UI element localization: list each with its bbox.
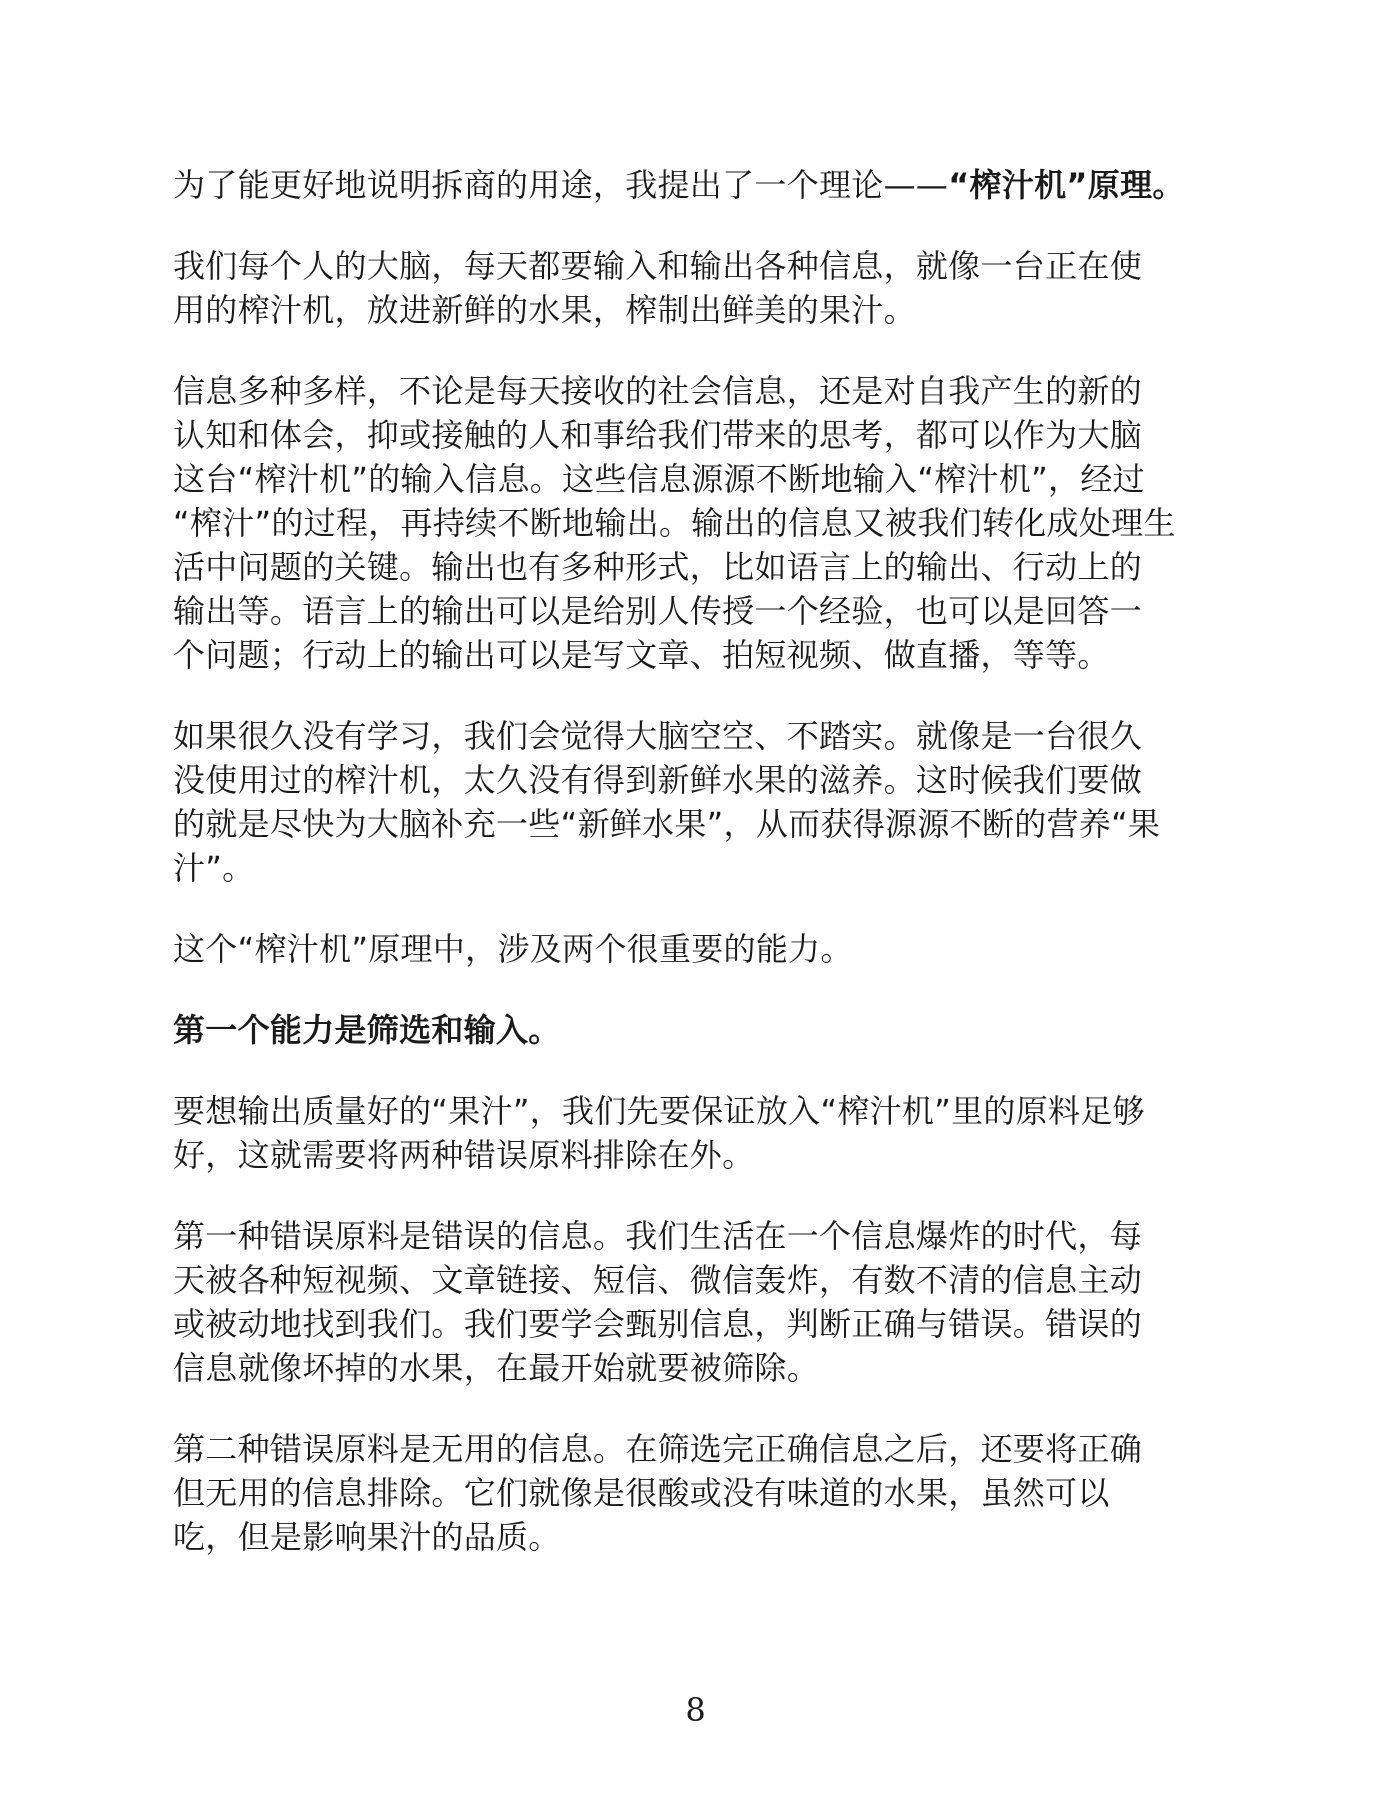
paragraph-no-learning: 如果很久没有学习，我们会觉得大脑空空、不踏实。就像是一台很久 没使用过的榨汁机，太久没有得到新鲜水果的滋养。这时候我们要做 的就是尽快为大脑补充一些“新鲜水果”，从而获得源源不断的营养“果 汁”。 [173,717,1161,887]
intro-bold-term: “榨汁机”原理。 [948,166,1185,204]
paragraph-brain-juicer: 我们每个人的大脑，每天都要输入和输出各种信息，就像一台正在使 用的榨汁机，放进新鲜的水果，榨制出鲜美的果汁。 [173,247,1143,329]
paragraph-useless-information: 第二种错误原料是无用的信息。在筛选完正确信息之后，还要将正确 但无用的信息排除。它们就像是很酸或没有味道的水果，虽然可以 吃，但是影响果汁的品质。 [173,1430,1143,1556]
paragraph-quality-input: 要想输出质量好的“果汁”，我们先要保证放入“榨汁机”里的原料足够 好，这就需要将两种错误原料排除在外。 [173,1092,1145,1174]
paragraph-information-io: 信息多种多样，不论是每天接收的社会信息，还是对自我产生的新的 认知和体会，抑或接触的人和事给我们带来的思考，都可以作为大脑 这台“榨汁机”的输入信息。这些信息源源不断地输入“榨汁机”，经过 “榨汁”的过程，再持续不断地输出。输出的信息又被我们转化成处理生 活中问题的关键。输出也有多种形式，比如语言上的输出、行动上的 输出等。语言上的输出可以是给别人传授一个经验，也可以是回答一 个问题；行动上的输出可以是写文章、拍短视频、做直播，等等。 [173,372,1176,674]
paragraph-wrong-information: 第一种错误原料是错误的信息。我们生活在一个信息爆炸的时代，每 天被各种短视频、文章链接、短信、微信轰炸，有数不清的信息主动 或被动地找到我们。我们要学会甄别信息，判断正确与错误。错误的 信息就像坏掉的水果，在最开始就要被筛除。 [173,1217,1143,1387]
section-heading-first-ability: 第一个能力是筛选和输入。 [173,1011,561,1049]
page-number: 8 [685,1691,706,1729]
page-content [173,163,1233,1596]
paragraph-intro [173,163,1233,207]
intro-text: 为了能更好地说明拆商的用途，我提出了一个理论—— [173,166,949,204]
paragraph-two-abilities: 这个“榨汁机”原理中，涉及两个很重要的能力。 [173,930,853,968]
